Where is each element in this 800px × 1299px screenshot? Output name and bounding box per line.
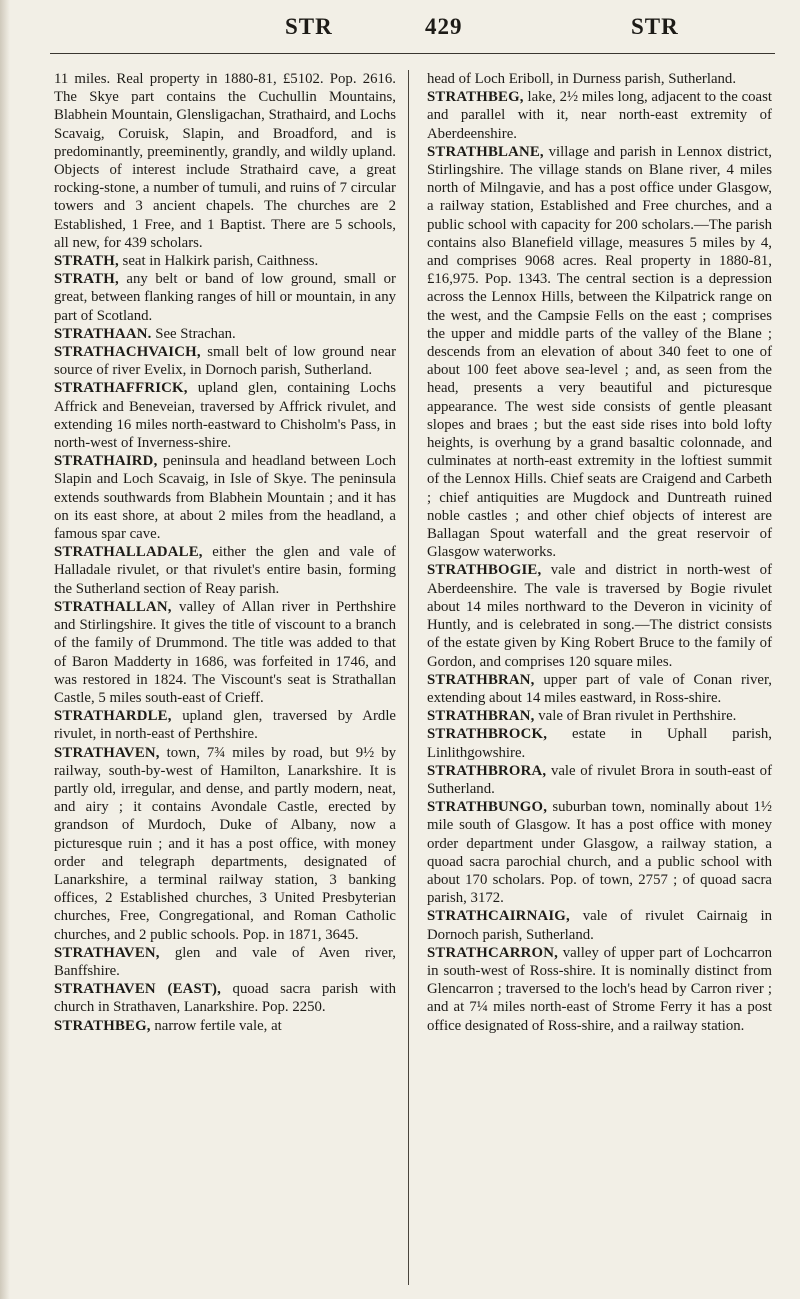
running-header (55, 14, 760, 50)
dictionary-entry (427, 944, 772, 1035)
entry-headword: STRATHCAIRNAIG, (427, 908, 570, 925)
entry-headword: STRATHBLANE, (427, 143, 544, 160)
page-binding-shadow (0, 0, 10, 1299)
entry-text: any belt or band of low ground, small or great, between flanking ranges of hill or mountain, in any part of Scotland. (54, 271, 396, 324)
entry-headword: STRATHAVEN, (54, 744, 160, 761)
entry-text: valley of Allan river in Perthshire and Stirlingshire. It gives the title of viscount to a branch of the family of Drummond. The title was added to that of Baron Madderty in 1686, was forfeited in 1746, and was restored in 1824. The Viscount's seat is Strathallan Castle, 5 miles south-east of Crieff. (54, 598, 396, 706)
header-right-guide-word: STR (631, 14, 679, 39)
entry-headword: STRATH, (54, 271, 119, 288)
entry-headword: STRATHBROCK, (427, 726, 548, 743)
header-left-guide-word: STR (285, 14, 333, 39)
entry-headword: STRATHAAN. (54, 325, 152, 342)
dictionary-entry (427, 798, 772, 907)
left-column (54, 70, 396, 1035)
dictionary-entry (54, 707, 396, 743)
dictionary-entry (427, 725, 772, 761)
dictionary-entry (427, 561, 772, 670)
entry-text: peninsula and headland between Loch Slapin and Loch Scavaig, in Isle of Skye. The peninsula extends southwards from Blabhein Mountain ; and it has on its east shore, at about 2 miles from the headland, a famous spar cave. (54, 453, 396, 543)
entry-text: suburban town, nominally about 1½ mile south of Glasgow. It has a post office with money order department under Glasgow, a railway station, a quoad sacra parochial church, and a public school with about 170 scholars. Pop. of town, 2757 ; of quoad sacra parish, 3172. (427, 799, 772, 907)
dictionary-entry (427, 907, 772, 943)
dictionary-entry (54, 452, 396, 543)
entry-text: vale and district in north-west of Aberdeenshire. The vale is traversed by Bogie rivulet about 14 miles northward to the Deveron in vicinity of Huntly, and is celebrated in song.—The district consists of the estate given by King Robert Bruce to the family of Gordon, and comprises 120 square miles. (427, 562, 772, 670)
entry-text: small belt of low ground near source of river Evelix, in Dornoch parish, Sutherland. (54, 344, 396, 379)
entry-text: quoad sacra parish with church in Strathaven, Lanarkshire. Pop. 2250. (54, 981, 396, 1016)
entry-headword: STRATH, (54, 253, 119, 270)
entry-headword: STRATHCARRON, (427, 944, 558, 961)
dictionary-entry (54, 744, 396, 944)
entry-text: vale of rivulet Cairnaig in Dornoch parish, Sutherland. (427, 908, 772, 943)
dictionary-entry (54, 980, 396, 1016)
entry-text: either the glen and vale of Halladale rivulet, or that rivulet's entire basin, forming the Sutherland section of Reay parish. (54, 544, 396, 597)
entry-text: village and parish in Lennox district, Stirlingshire. The village stands on Blane river, 4 miles north of Milngavie, and has a post office under Glasgow, a railway station, Established and Free churches, and a public school with capacity for 200 scholars.—The parish contains also Blanefield village, measures 5 miles by 4, and comprises 9068 acres. Real property in 1880-81, £16,975. Pop. 1343. The central section is a depression across the Lennox Hills, between the Kilpatrick range on the west, and the Campsie Fells on the east ; comprises the upper and middle parts of the valley of the Blane ; descends from an elevation of about 340 feet to one of about 100 feet above sea-level ; and, as seen from the head, presents a very beautiful and picturesque appearance. The west side consists of gentle pleasant slopes and braes ; but the east side rises into bold lofty heights, is overhung by a grand basaltic colonnade, and culminates at north-east extremity in the loftiest summit of the Lennox Hills. Chief seats are Craigend and Carbeth ; chief antiquities are Mugdock and Duntreath ruined noble castles ; and other chief objects of interest are Ballagan Spout waterfall and the great reservoir of Glasgow waterworks. (427, 143, 772, 561)
entry-headword: STRATHACHVAICH, (54, 344, 201, 361)
dictionary-entry (427, 707, 772, 725)
entry-text: upland glen, containing Lochs Affrick and Beneveian, traversed by Affrick rivulet, and extending 16 miles north-eastward to Chisholm's Pass, in north-west of Inverness-shire. (54, 380, 396, 452)
entry-text: upland glen, traversed by Ardle rivulet, in north-east of Perthshire. (54, 708, 396, 743)
dictionary-entry (427, 762, 772, 798)
entry-headword: STRATHBRAN, (427, 708, 535, 725)
entry-text: upper part of vale of Conan river, extending about 14 miles eastward, in Ross-shire. (427, 671, 772, 706)
dictionary-entry (54, 270, 396, 325)
entry-headword: STRATHBEG, (427, 89, 524, 106)
entry-headword: STRATHARDLE, (54, 708, 172, 725)
entry-headword: STRATHAFFRICK, (54, 380, 188, 397)
right-column (427, 70, 772, 1035)
entry-headword: STRATHAVEN, (54, 944, 160, 961)
column-divider (408, 70, 409, 1285)
dictionary-entry (54, 598, 396, 707)
entry-text: town, 7¾ miles by road, but 9½ by railway, south-by-west of Hamilton, Lanarkshire. It is partly old, irregular, and dense, and partly modern, neat, and airy ; it contains Avondale Castle, erected by grandson of Murdoch, Duke of Albany, now a picturesque ruin ; and it has a post office, with money order and telegraph departments, designated of Lanarkshire, a terminal railway station, 3 banking offices, 2 Established churches, 3 United Presbyterian churches, Free, Congregational, and Roman Catholic churches, and 2 public schools. Pop. in 1871, 3645. (54, 744, 396, 943)
entry-headword: STRATHBUNGO, (427, 799, 548, 816)
entry-headword: STRATHALLADALE, (54, 544, 203, 561)
entry-headword: STRATHBEG, (54, 1017, 151, 1034)
entry-continuation (54, 70, 396, 252)
dictionary-entry (54, 1017, 396, 1035)
entry-text: valley of upper part of Lochcarron in south-west of Ross-shire. It is nominally distinct from Glencarron ; traversed to the loch's head by Carron river ; and at 7¼ miles north-east of Strome Ferry it has a post office designated of Ross-shire, and a railway station. (427, 944, 772, 1034)
entry-text: 11 miles. Real property in 1880-81, £5102. Pop. 2616. The Skye part contains the Cuchullin Mountains, Blabhein Mountain, Glensligachan, Strathaird, and Lochs Scavaig, Coruisk, Slapin, and Broadford, and is predominantly, preeminently, grandly, and wildly upland. Objects of interest include Strathaird cave, a great rocking-stone, a number of tumuli, and ruins of 7 circular towers and 3 ancient chapels. The churches are 2 Established, 1 Free, and 1 Baptist. There are 5 schools, all new, for 439 scholars. (54, 71, 396, 251)
entry-text: head of Loch Eriboll, in Durness parish, Sutherland. (427, 71, 737, 87)
dictionary-entry (427, 143, 772, 562)
entry-text: glen and vale of Aven river, Banffshire. (54, 944, 396, 979)
entry-headword: STRATHAIRD, (54, 453, 158, 470)
dictionary-entry (54, 252, 396, 270)
dictionary-entry (54, 944, 396, 980)
dictionary-entry (54, 343, 396, 379)
dictionary-entry (427, 88, 772, 143)
entry-text: lake, 2½ miles long, adjacent to the coast and parallel with it, near north-east extremity of Aberdeenshire. (427, 89, 772, 142)
entry-text: vale of Bran rivulet in Perthshire. (534, 708, 737, 725)
dictionary-entry (427, 671, 772, 707)
header-rule (50, 53, 775, 54)
entry-headword: STRATHBOGIE, (427, 562, 542, 579)
entry-headword: STRATHAVEN (EAST), (54, 981, 222, 998)
dictionary-entry (54, 379, 396, 452)
page-number: 429 (425, 14, 463, 39)
dictionary-entry (54, 325, 396, 343)
entry-headword: STRATHBRORA, (427, 762, 547, 779)
entry-text: narrow fertile vale, at (150, 1017, 282, 1034)
entry-text: seat in Halkirk parish, Caithness. (118, 253, 319, 270)
entry-text: estate in Uphall parish, Linlithgowshire. (427, 726, 772, 761)
entry-text: vale of rivulet Brora in south-east of Sutherland. (427, 762, 772, 797)
entry-headword: STRATHBRAN, (427, 671, 535, 688)
entry-headword: STRATHALLAN, (54, 598, 172, 615)
entry-text: See Strachan. (151, 325, 236, 342)
entry-continuation (427, 70, 772, 88)
dictionary-entry (54, 543, 396, 598)
